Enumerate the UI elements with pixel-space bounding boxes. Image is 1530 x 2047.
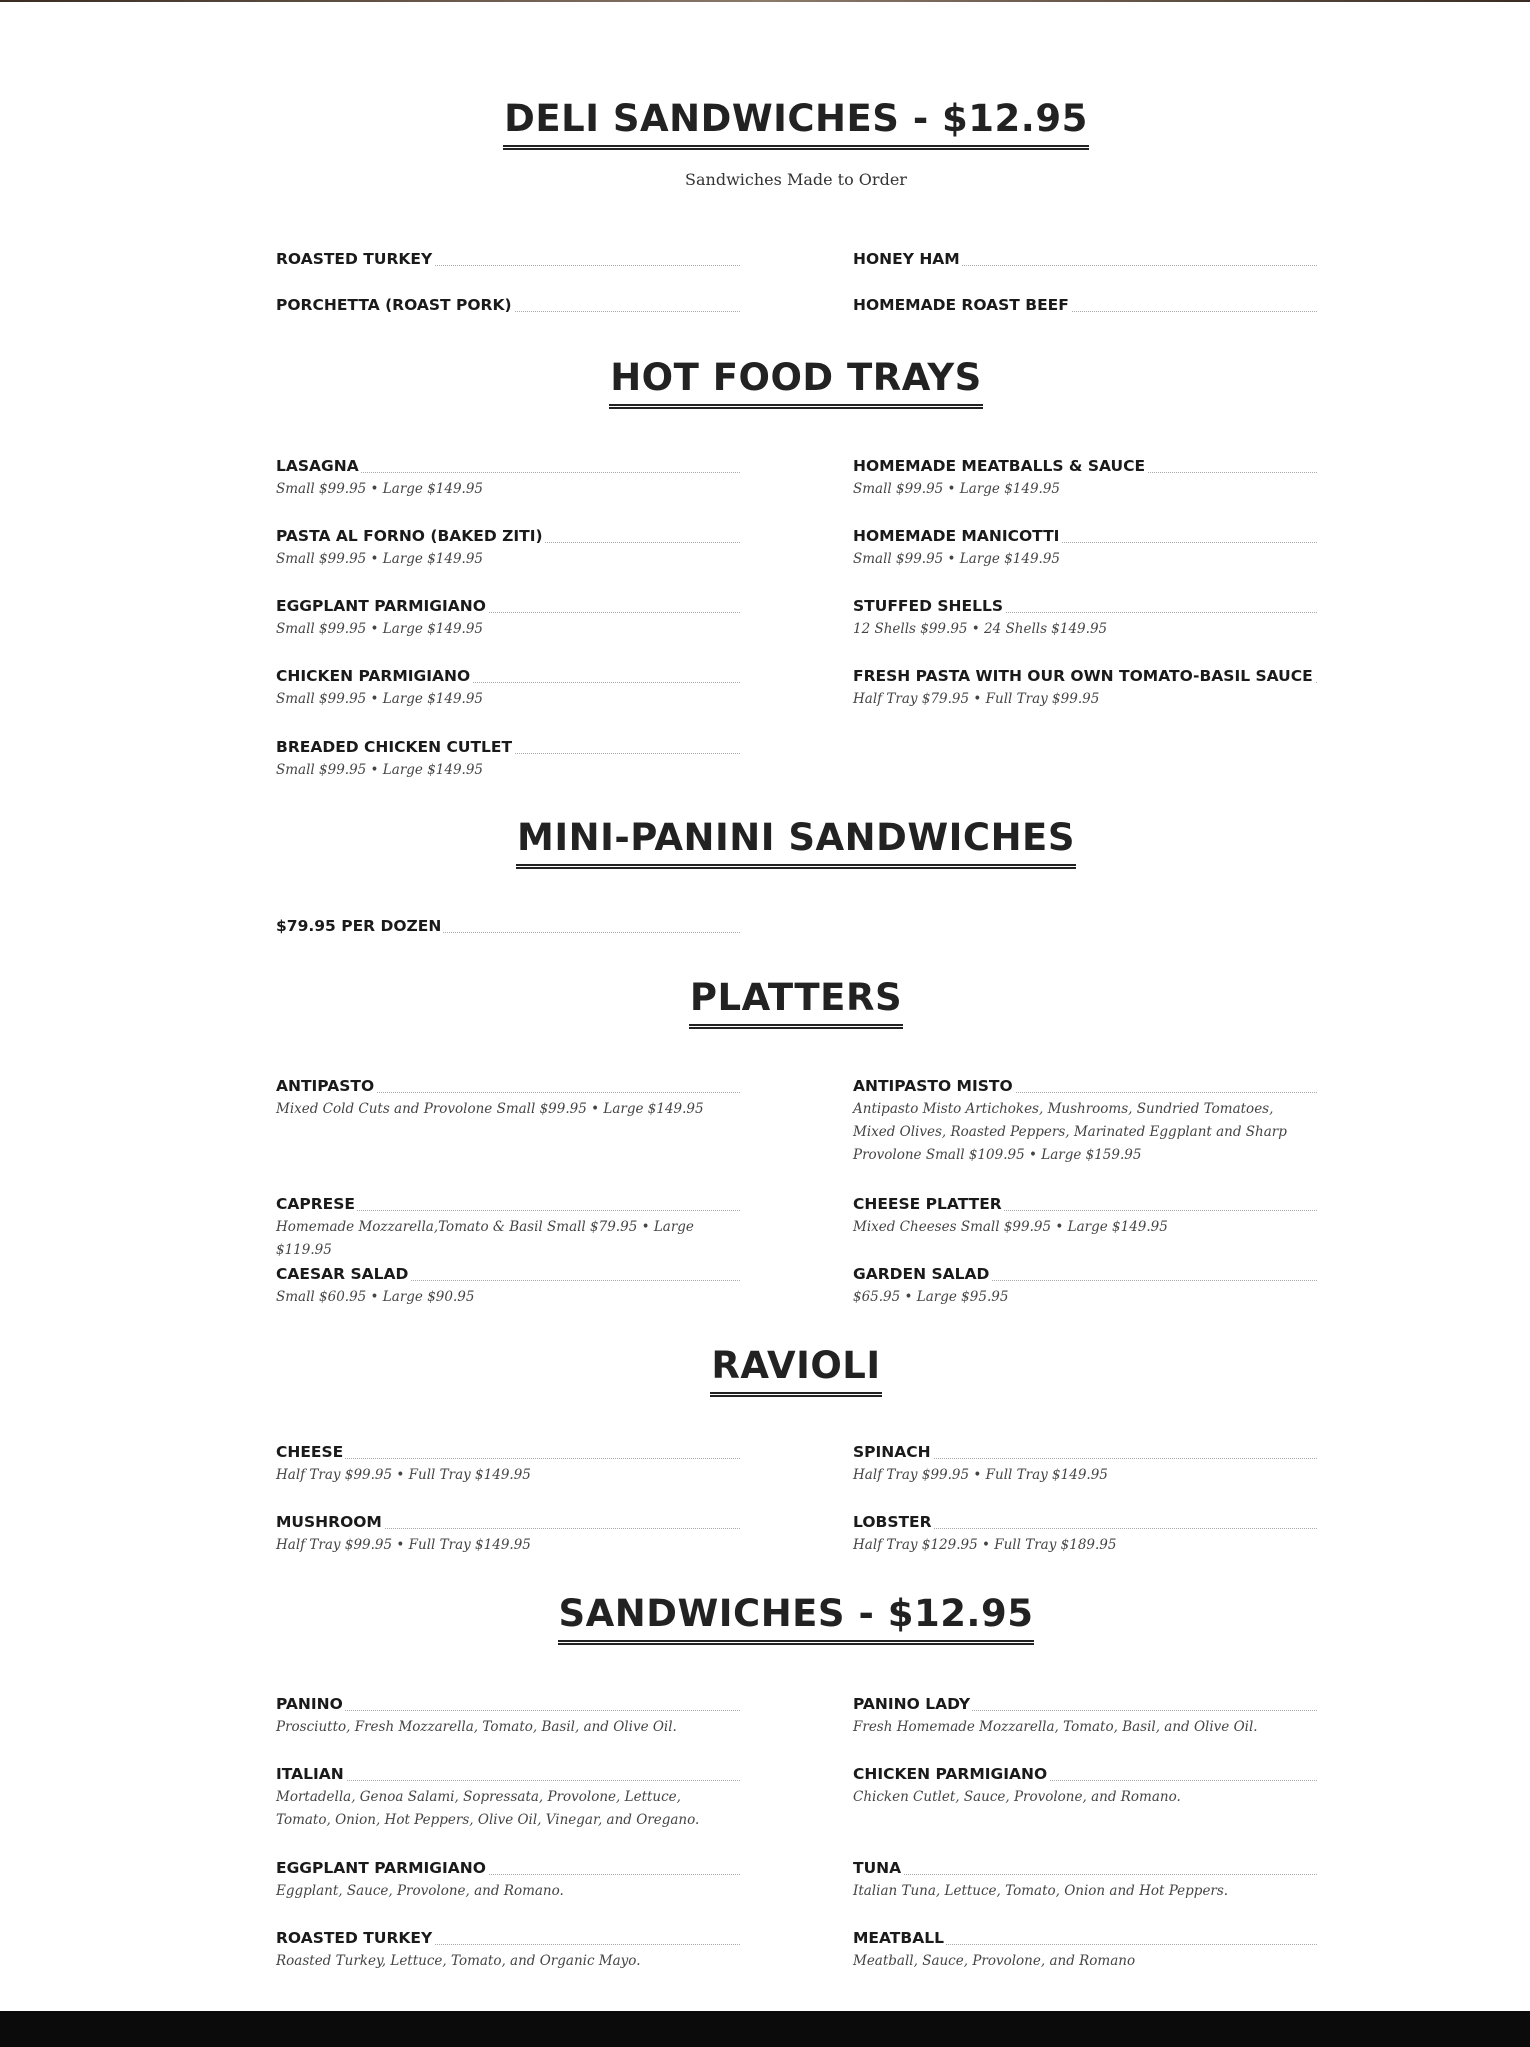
section-title-hot-food-trays: HOT FOOD TRAYS	[276, 355, 1316, 409]
item-name: HOMEMADE ROAST BEEF	[853, 296, 1069, 314]
item-description: Homemade Mozzarella,Tomato & Basil Small $79.95 • Large $119.95	[276, 1219, 694, 1258]
item-name: ROASTED TURKEY	[276, 1929, 433, 1947]
menu-item	[853, 1441, 1317, 1487]
menu-item	[853, 1511, 1317, 1557]
item-description: Antipasto Misto Artichokes, Mushrooms, Sundried Tomatoes, Mixed Olives, Roasted Peppers, Marinated Eggplant and Sharp Provolone Small $109.95 • Large $159.95	[853, 1101, 1287, 1163]
item-name: ROASTED TURKEY	[276, 250, 433, 268]
menu-item	[276, 455, 740, 501]
item-name: BREADED CHICKEN CUTLET	[276, 738, 513, 756]
section-title-ravioli: RAVIOLI	[276, 1343, 1316, 1397]
menu-item	[853, 1857, 1317, 1903]
top-accent-line	[0, 0, 1530, 2]
item-description: Small $60.95 • Large $90.95	[276, 1289, 475, 1305]
item-description: Small $99.95 • Large $149.95	[276, 691, 484, 707]
menu-item	[853, 1763, 1317, 1809]
item-description: Meatball, Sauce, Provolone, and Romano	[853, 1953, 1136, 1969]
menu-item	[853, 1193, 1317, 1239]
item-description: Italian Tuna, Lettuce, Tomato, Onion and Hot Peppers.	[853, 1883, 1229, 1899]
item-name: $79.95 PER DOZEN	[276, 917, 442, 935]
item-name: CHICKEN PARMIGIANO	[276, 667, 471, 685]
section-title-mini-panini: MINI-PANINI SANDWICHES	[276, 815, 1316, 869]
item-description: Half Tray $99.95 • Full Tray $149.95	[276, 1537, 531, 1553]
item-name: PANINO	[276, 1695, 343, 1713]
item-description: $65.95 • Large $95.95	[853, 1289, 1009, 1305]
menu-item	[276, 1511, 740, 1557]
item-description: Fresh Homemade Mozzarella, Tomato, Basil, and Olive Oil.	[853, 1719, 1258, 1735]
item-description: 12 Shells $99.95 • 24 Shells $149.95	[853, 621, 1108, 637]
menu-item	[276, 525, 740, 571]
menu-item	[853, 1075, 1317, 1167]
menu-item	[276, 1441, 740, 1487]
item-description: Half Tray $99.95 • Full Tray $149.95	[853, 1467, 1108, 1483]
item-name: LOBSTER	[853, 1513, 932, 1531]
item-name: ANTIPASTO MISTO	[853, 1077, 1013, 1095]
menu-item	[276, 1075, 740, 1121]
item-name: PORCHETTA (ROAST PORK)	[276, 296, 512, 314]
item-name: GARDEN SALAD	[853, 1265, 990, 1283]
section-title-deli-sandwiches: DELI SANDWICHES - $12.95	[276, 96, 1316, 150]
menu-item	[276, 294, 740, 317]
item-description: Small $99.95 • Large $149.95	[276, 551, 484, 567]
item-name: CHICKEN PARMIGIANO	[853, 1765, 1048, 1783]
menu-item	[853, 595, 1317, 641]
item-name: SPINACH	[853, 1443, 931, 1461]
item-name: TUNA	[853, 1859, 902, 1877]
item-description: Small $99.95 • Large $149.95	[276, 762, 484, 778]
item-name: HOMEMADE MANICOTTI	[853, 527, 1060, 545]
item-name: EGGPLANT PARMIGIANO	[276, 597, 486, 615]
item-name: LASAGNA	[276, 457, 359, 475]
item-description: Mortadella, Genoa Salami, Sopressata, Provolone, Lettuce, Tomato, Onion, Hot Peppers, Olive Oil, Vinegar, and Oregano.	[276, 1789, 700, 1828]
item-name: HONEY HAM	[853, 250, 960, 268]
section-title-sandwiches: SANDWICHES - $12.95	[276, 1591, 1316, 1645]
menu-item	[276, 915, 740, 938]
item-description: Chicken Cutlet, Sauce, Provolone, and Romano.	[853, 1789, 1181, 1805]
menu-item	[276, 665, 740, 711]
item-description: Small $99.95 • Large $149.95	[853, 551, 1061, 567]
item-name: PANINO LADY	[853, 1695, 971, 1713]
menu-item	[276, 1693, 740, 1739]
item-name: HOMEMADE MEATBALLS & SAUCE	[853, 457, 1146, 475]
item-name: CAPRESE	[276, 1195, 356, 1213]
menu-item	[276, 1763, 740, 1832]
menu-item	[276, 1927, 740, 1973]
menu-item	[853, 525, 1317, 571]
menu-item	[853, 455, 1317, 501]
footer-bar	[0, 2011, 1530, 2047]
menu-item	[276, 595, 740, 641]
section-title-platters: PLATTERS	[276, 975, 1316, 1029]
menu-item	[853, 665, 1313, 711]
item-description: Half Tray $99.95 • Full Tray $149.95	[276, 1467, 531, 1483]
item-name: FRESH PASTA WITH OUR OWN TOMATO-BASIL SAUCE	[853, 667, 1313, 685]
item-name: PASTA AL FORNO (BAKED ZITI)	[276, 527, 543, 545]
item-name: ITALIAN	[276, 1765, 344, 1783]
item-name: ANTIPASTO	[276, 1077, 375, 1095]
menu-item	[853, 1263, 1317, 1309]
item-name: CHEESE	[276, 1443, 344, 1461]
item-description: Half Tray $79.95 • Full Tray $99.95	[853, 691, 1100, 707]
menu-item	[853, 1927, 1317, 1973]
item-description: Eggplant, Sauce, Provolone, and Romano.	[276, 1883, 564, 1899]
item-name: MUSHROOM	[276, 1513, 382, 1531]
menu-item	[276, 1263, 740, 1309]
item-description: Half Tray $129.95 • Full Tray $189.95	[853, 1537, 1117, 1553]
item-description: Roasted Turkey, Lettuce, Tomato, and Organic Mayo.	[276, 1953, 641, 1969]
section-subtitle-deli-sandwiches: Sandwiches Made to Order	[685, 170, 907, 189]
item-name: STUFFED SHELLS	[853, 597, 1003, 615]
item-description: Mixed Cheeses Small $99.95 • Large $149.95	[853, 1219, 1168, 1235]
menu-item	[276, 1193, 740, 1262]
item-name: CHEESE PLATTER	[853, 1195, 1002, 1213]
menu-item	[853, 248, 1317, 271]
item-description: Small $99.95 • Large $149.95	[276, 481, 484, 497]
menu-item	[276, 248, 740, 271]
item-name: CAESAR SALAD	[276, 1265, 409, 1283]
item-description: Mixed Cold Cuts and Provolone Small $99.95 • Large $149.95	[276, 1101, 704, 1117]
item-description: Small $99.95 • Large $149.95	[853, 481, 1061, 497]
menu-item	[853, 1693, 1317, 1739]
item-name: EGGPLANT PARMIGIANO	[276, 1859, 486, 1877]
menu-item	[276, 736, 740, 782]
item-description: Small $99.95 • Large $149.95	[276, 621, 484, 637]
item-name: MEATBALL	[853, 1929, 944, 1947]
item-description: Prosciutto, Fresh Mozzarella, Tomato, Basil, and Olive Oil.	[276, 1719, 677, 1735]
menu-item	[276, 1857, 740, 1903]
menu-item	[853, 294, 1317, 317]
